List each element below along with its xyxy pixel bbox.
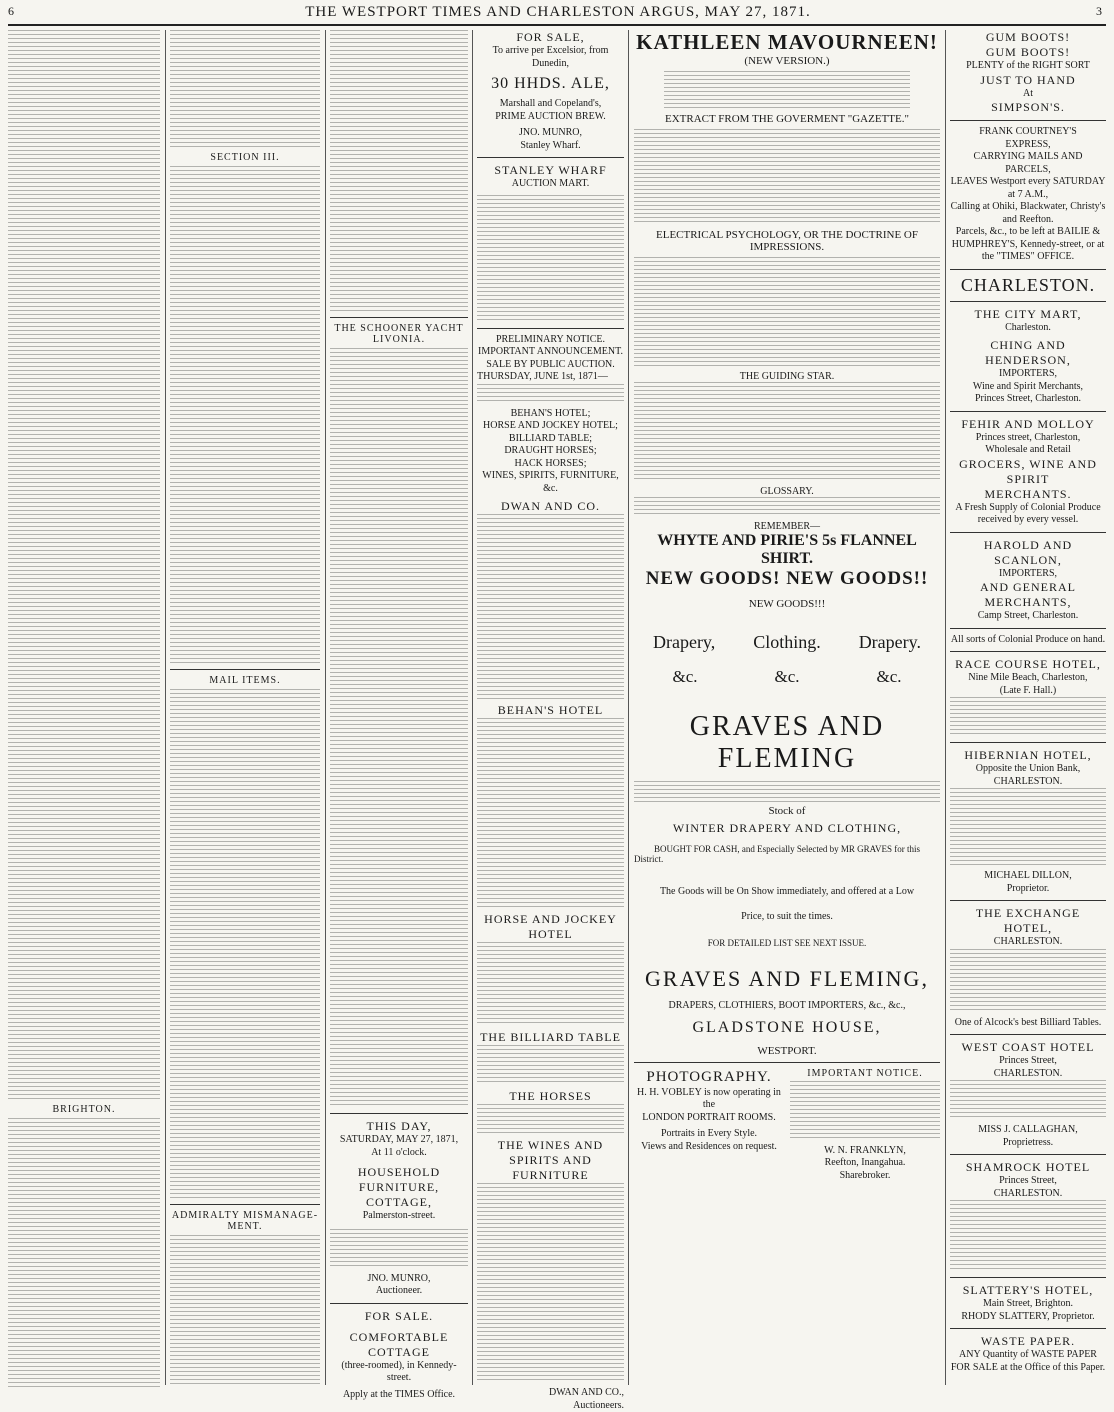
glossary-heading: GLOSSARY. <box>634 486 940 497</box>
column-rule <box>325 30 326 1385</box>
harold-ad <box>950 538 1106 623</box>
column-1 <box>8 30 160 1385</box>
gum-boots-ad <box>950 30 1106 115</box>
article-body <box>170 166 320 664</box>
vobley-line: H. H. VOBLEY is now operating in the <box>634 1087 784 1112</box>
kathleen-version: (NEW VERSION.) <box>634 55 940 67</box>
auction-ad <box>477 334 624 1412</box>
section-heading: SECTION III. <box>170 152 320 163</box>
fehir-address: Princes street, Charleston, <box>950 432 1106 445</box>
etc-row <box>634 667 940 687</box>
shamrock-location: CHARLESTON. <box>950 1188 1106 1201</box>
ad-body <box>477 384 624 404</box>
list-item: BEHAN'S HOTEL; <box>477 408 624 421</box>
west-coast-name: WEST COAST HOTEL <box>950 1040 1106 1055</box>
rhody-line: RHODY SLATTERY, Proprietor. <box>950 1311 1106 1324</box>
divider <box>477 157 624 158</box>
new-goods-small: NEW GOODS!!! <box>634 598 940 610</box>
ad-body <box>950 788 1106 866</box>
city-mart-ad <box>950 307 1106 406</box>
divider <box>950 1154 1106 1155</box>
dwan-heading: DWAN AND CO. <box>477 499 624 514</box>
guiding-star-heading: THE GUIDING STAR. <box>634 371 940 382</box>
article-body <box>634 257 940 367</box>
notice-time: At 11 o'clock. <box>330 1147 468 1160</box>
fehir-name: FEHIR AND MOLLOY <box>950 417 1106 432</box>
signoff-name: DWAN AND CO., <box>477 1387 624 1400</box>
article-body <box>170 689 320 1199</box>
stanley-wharf-ad <box>477 163 624 323</box>
page-number: 3 <box>1096 4 1102 19</box>
divider <box>477 328 624 329</box>
cottage-ad <box>330 1309 468 1402</box>
auctioneer-title: Auctioneer. <box>330 1285 468 1298</box>
etc-item: &c. <box>876 667 901 687</box>
electrical-heading: ELECTRICAL PSYCHOLOGY, OR THE DOCTRINE OF IMPRESSIONS. <box>634 229 940 253</box>
divider <box>950 1034 1106 1035</box>
calling-line: Calling at Ohiki, Blackwater, Christy's and Reefton. <box>950 201 1106 226</box>
detailed-line: FOR DETAILED LIST SEE NEXT ISSUE. <box>634 938 940 948</box>
divider <box>950 900 1106 901</box>
divider <box>950 532 1106 533</box>
ad-body <box>950 949 1106 1013</box>
courtney-ad <box>950 126 1106 264</box>
ad-body <box>477 718 624 908</box>
divider <box>950 269 1106 270</box>
divider <box>170 669 320 670</box>
divider <box>330 1113 468 1114</box>
london-line: LONDON PORTRAIT ROOMS. <box>634 1112 784 1125</box>
waste-heading: WASTE PAPER. <box>950 1334 1106 1349</box>
ching-trade: Wine and Spirit Merchants, <box>950 381 1106 394</box>
divider <box>170 1204 320 1205</box>
ad-body <box>950 1080 1106 1120</box>
all-sorts-line: All sorts of Colonial Produce on hand. <box>950 634 1106 647</box>
article-body <box>170 1235 320 1385</box>
city-mart-location: Charleston. <box>950 322 1106 335</box>
photography-heading: PHOTOGRAPHY. <box>634 1068 784 1087</box>
slattery-ad <box>950 1283 1106 1323</box>
ale-ad <box>477 30 624 152</box>
running-head: THE WESTPORT TIMES AND CHARLESTON ARGUS, MAY 27, 1871. <box>238 4 878 21</box>
ad-body <box>477 942 624 1026</box>
ching-address: Princes Street, Charleston. <box>950 393 1106 406</box>
for-sale-heading: FOR SALE. <box>330 1309 468 1324</box>
city-mart-name: THE CITY MART, <box>950 307 1106 322</box>
callaghan-title: Proprietress. <box>950 1137 1106 1150</box>
shamrock-street: Princes Street, <box>950 1175 1106 1188</box>
article-body <box>8 1118 160 1388</box>
munro-name: JNO. MUNRO, <box>477 127 624 140</box>
hibernian-ad <box>950 748 1106 895</box>
section-heading: MAIL ITEMS. <box>170 675 320 686</box>
express-line: EXPRESS, <box>950 139 1106 152</box>
article-body <box>330 30 468 312</box>
ad-body <box>950 697 1106 737</box>
extract-heading: EXTRACT FROM THE GOVERMENT "GAZETTE." <box>634 113 940 125</box>
section-heading: ADMIRALTY MISMANAGE-MENT. <box>170 1210 320 1232</box>
stock-of: Stock of <box>634 805 940 817</box>
shamrock-name: SHAMROCK HOTEL <box>950 1160 1106 1175</box>
views-line: Views and Residences on request. <box>634 1141 784 1154</box>
drapery-row <box>634 632 940 653</box>
poem-body <box>664 71 910 109</box>
district-line: District. <box>634 854 940 864</box>
west-coast-ad <box>950 1040 1106 1149</box>
horses-heading: THE HORSES <box>477 1089 624 1104</box>
ad-body <box>477 514 624 699</box>
fehir-ad <box>950 417 1106 527</box>
divider <box>950 1277 1106 1278</box>
nine-mile-line: Nine Mile Beach, Charleston, <box>950 672 1106 685</box>
merchants-line: MERCHANTS. <box>950 487 1106 502</box>
photography-ad <box>634 1068 784 1182</box>
brewer-line: Marshall and Copeland's, <box>477 98 624 111</box>
notice-date: SATURDAY, MAY 27, 1871, <box>330 1134 468 1147</box>
fresh-line: A Fresh Supply of Colonial Produce received by every vessel. <box>950 502 1106 527</box>
parcels-line: Parcels, &c., to be left at BAILIE & HUMPHREY'S, Kennedy-street, or at the "TIMES" OFFICE. <box>950 226 1106 264</box>
slattery-street: Main Street, Brighton. <box>950 1298 1106 1311</box>
price-line: Price, to suit the times. <box>634 911 940 922</box>
fehir-trade: Wholesale and Retail <box>950 444 1106 457</box>
waste-paper-ad <box>950 1334 1106 1374</box>
west-coast-location: CHARLESTON. <box>950 1068 1106 1081</box>
divider <box>950 120 1106 121</box>
auction-notice <box>330 1119 468 1298</box>
list-item: DRAUGHT HORSES; <box>477 445 624 458</box>
article-body <box>330 348 468 1108</box>
just-to-hand: JUST TO HAND <box>950 73 1106 88</box>
drapery-item: Clothing. <box>753 632 821 653</box>
harold-name: HAROLD AND SCANLON, <box>950 538 1106 568</box>
harold-sub: IMPORTERS, <box>950 568 1106 581</box>
shamrock-ad <box>950 1160 1106 1272</box>
notice-body <box>790 1081 940 1141</box>
new-goods-banner: NEW GOODS! NEW GOODS!! <box>634 568 940 590</box>
ad-body <box>477 1045 624 1085</box>
stanley-heading: STANLEY WHARF <box>477 163 624 178</box>
wines-heading: THE WINES AND SPIRITS AND FURNITURE <box>477 1138 624 1183</box>
late-line: (Late F. Hall.) <box>950 685 1106 698</box>
column-6 <box>950 30 1106 1385</box>
ad-body <box>634 781 940 803</box>
divider <box>950 301 1106 302</box>
notice-ad <box>790 1068 940 1182</box>
article-body <box>170 30 320 148</box>
important-announcement: IMPORTANT ANNOUNCEMENT. <box>477 346 624 359</box>
sale-line: SALE BY PUBLIC AUCTION. <box>477 359 624 372</box>
divider <box>950 1328 1106 1329</box>
list-item: WINES, SPIRITS, FURNITURE, &c. <box>477 470 624 495</box>
graves-heading-2: GRAVES AND FLEMING, <box>634 966 940 992</box>
etc-item: &c. <box>774 667 799 687</box>
section-heading: THE SCHOONER YACHT LIVONIA. <box>330 323 468 345</box>
prime-line: PRIME AUCTION BREW. <box>477 111 624 124</box>
drapers-line: DRAPERS, CLOTHIERS, BOOT IMPORTERS, &c., &c., <box>634 1000 940 1011</box>
divider <box>950 651 1106 652</box>
courtney-name: FRANK COURTNEY'S <box>950 126 1106 139</box>
alcock-line: One of Alcock's best Billiard Tables. <box>950 1017 1106 1030</box>
article-body <box>8 30 160 1100</box>
franklyn-title: Sharebroker. <box>790 1170 940 1183</box>
column-rule <box>472 30 473 1385</box>
column-rule <box>628 30 629 1385</box>
column-rule <box>945 30 946 1385</box>
divider <box>950 742 1106 743</box>
exchange-location: CHARLESTON. <box>950 936 1106 949</box>
column-rule <box>165 30 166 1385</box>
section-heading: BRIGHTON. <box>8 1104 160 1115</box>
thursday-line: THURSDAY, JUNE 1st, 1871— <box>477 371 624 384</box>
portraits-line: Portraits in Every Style. <box>634 1128 784 1141</box>
notice-heading: IMPORTANT NOTICE. <box>790 1068 940 1081</box>
hibernian-sub: Opposite the Union Bank, <box>950 763 1106 776</box>
ad-body <box>477 195 624 323</box>
general-line: AND GENERAL MERCHANTS, <box>950 580 1106 610</box>
grocers-line: GROCERS, WINE AND SPIRIT <box>950 457 1106 487</box>
plenty-line: PLENTY of the RIGHT SORT <box>950 60 1106 73</box>
horse-jockey-heading: HORSE AND JOCKEY HOTEL <box>477 912 624 942</box>
simpsons-line: SIMPSON'S. <box>950 100 1106 115</box>
drapery-item: Drapery, <box>653 632 715 653</box>
preliminary-notice: PRELIMINARY NOTICE. <box>477 334 624 347</box>
list-item: HORSE AND JOCKEY HOTEL; <box>477 420 624 433</box>
any-qty-line: ANY Quantity of WASTE PAPER FOR SALE at the Office of this Paper. <box>950 1349 1106 1374</box>
ad-body <box>950 1200 1106 1272</box>
franklyn-address: Reefton, Inangahua. <box>790 1157 940 1170</box>
for-sale-heading: FOR SALE, <box>477 30 624 45</box>
winter-line: WINTER DRAPERY AND CLOTHING, <box>634 821 940 836</box>
drapery-item: Drapery. <box>859 632 921 653</box>
signoff-title: Auctioneers. <box>477 1400 624 1412</box>
remember-line: REMEMBER— <box>634 521 940 532</box>
race-course-ad <box>950 657 1106 737</box>
cottage-sub: (three-roomed), in Kennedy-street. <box>330 1360 468 1385</box>
whyte-line: WHYTE AND PIRIE'S 5s FLANNEL SHIRT. <box>634 532 940 568</box>
column-2 <box>170 30 320 1385</box>
extract-body <box>634 129 940 225</box>
slattery-name: SLATTERY'S HOTEL, <box>950 1283 1106 1298</box>
notice-street: Palmerston-street. <box>330 1210 468 1223</box>
dillon-title: Proprietor. <box>950 883 1106 896</box>
auctioneer-name: JNO. MUNRO, <box>330 1273 468 1286</box>
munro-place: Stanley Wharf. <box>477 140 624 153</box>
billiard-heading: THE BILLIARD TABLE <box>477 1030 624 1045</box>
stanley-sub: AUCTION MART. <box>477 178 624 191</box>
exchange-ad <box>950 906 1106 1029</box>
divider <box>330 1303 468 1304</box>
hotel-list <box>477 408 624 496</box>
charleston-heading: CHARLESTON. <box>950 275 1106 296</box>
carrying-line: CARRYING MAILS AND PARCELS, <box>950 151 1106 176</box>
westport-line: WESTPORT. <box>634 1045 940 1057</box>
bottom-ads <box>634 1068 940 1182</box>
hibernian-location: CHARLESTON. <box>950 776 1106 789</box>
race-course-name: RACE COURSE HOTEL, <box>950 657 1106 672</box>
divider <box>330 317 468 318</box>
ching-sub: IMPORTERS, <box>950 368 1106 381</box>
masthead <box>8 2 1106 26</box>
gladstone-line: GLADSTONE HOUSE, <box>634 1019 940 1037</box>
column-4 <box>477 30 624 1385</box>
dillon-name: MICHAEL DILLON, <box>950 870 1106 883</box>
behans-heading: BEHAN'S HOTEL <box>477 703 624 718</box>
list-item: BILLIARD TABLE; <box>477 433 624 446</box>
gum-boots-2: GUM BOOTS! <box>950 45 1106 60</box>
glossary-body <box>634 497 940 517</box>
for-sale-sub: To arrive per Excelsior, from Dunedin, <box>477 45 624 70</box>
at-line: At <box>950 88 1106 101</box>
franklyn-name: W. N. FRANKLYN, <box>790 1145 940 1158</box>
leaves-line: LEAVES Westport every SATURDAY at 7 A.M., <box>950 176 1106 201</box>
divider <box>950 628 1106 629</box>
verse-body <box>634 382 940 482</box>
notice-heading: THIS DAY, <box>330 1119 468 1134</box>
callaghan-name: MISS J. CALLAGHAN, <box>950 1124 1106 1137</box>
graves-heading: GRAVES AND FLEMING <box>634 711 940 775</box>
camp-line: Camp Street, Charleston. <box>950 610 1106 623</box>
column-5 <box>634 30 940 1385</box>
list-item: HACK HORSES; <box>477 458 624 471</box>
notice-body <box>330 1229 468 1269</box>
notice-subject: HOUSEHOLD FURNITURE, COTTAGE, <box>330 1165 468 1210</box>
apply-line: Apply at the TIMES Office. <box>330 1389 468 1402</box>
west-coast-street: Princes Street, <box>950 1055 1106 1068</box>
ad-body <box>477 1104 624 1134</box>
hhds-line: 30 HHDS. ALE, <box>477 74 624 94</box>
etc-item: &c. <box>672 667 697 687</box>
divider <box>634 1062 940 1063</box>
ad-body <box>477 1183 624 1383</box>
column-3 <box>330 30 468 1385</box>
on-show-line: The Goods will be On Show immediately, and offered at a Low <box>634 886 940 897</box>
bought-line: BOUGHT FOR CASH, and Especially Selected by MR GRAVES for this <box>634 844 940 854</box>
cottage-title: COMFORTABLE COTTAGE <box>330 1330 468 1360</box>
folio-left: 6 <box>8 4 14 19</box>
exchange-name: THE EXCHANGE HOTEL, <box>950 906 1106 936</box>
ching-name: CHING AND HENDERSON, <box>950 338 1106 368</box>
divider <box>950 411 1106 412</box>
gum-boots-1: GUM BOOTS! <box>950 30 1106 45</box>
hibernian-name: HIBERNIAN HOTEL, <box>950 748 1106 763</box>
kathleen-title: KATHLEEN MAVOURNEEN! <box>634 30 940 55</box>
